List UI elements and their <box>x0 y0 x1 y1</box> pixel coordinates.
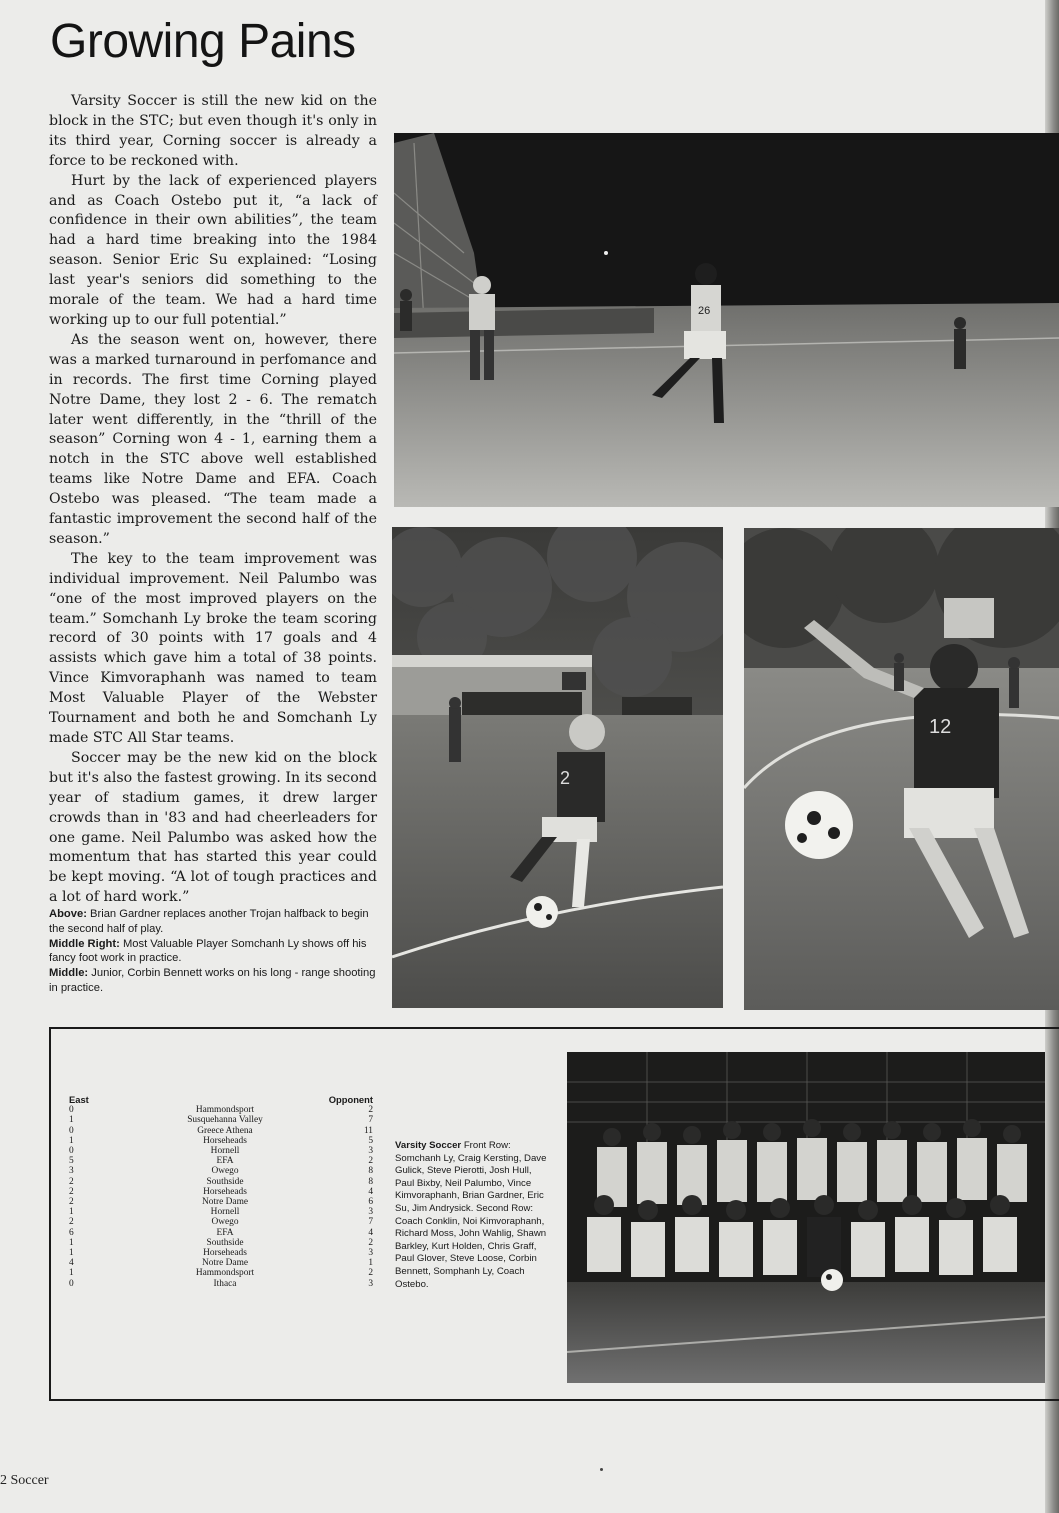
article-paragraph: Soccer may be the new kid on the block but it's also the fastest growing. In its second year of stadium games, it drew larger crowds than in '83 and had cheerleaders for one game. Neil Palumbo was asked how the momentum that has started this year could be kept moving. “A lot of tough practices and a lot of hard work.” <box>49 749 378 906</box>
jersey-number: 26 <box>698 305 711 317</box>
scores-header-row <box>69 1095 379 1105</box>
caption-above: Above: Brian Gardner replaces another Trojan halfback to begin the second half of play. <box>49 908 369 935</box>
team-photo-caption <box>395 1140 551 1291</box>
table-row: 0 Greece Athena 11 <box>69 1125 373 1136</box>
table-row: 0 Hammondsport 2 <box>69 1105 373 1116</box>
team-caption-text: Front Row: Somchanh Ly, Craig Kersting, Dave Gulick, Steve Pierotti, Josh Hull, Paul Bixby, Neil Palumbo, Vince Kimvoraphanh, Brian Gardner, Eric Su, Jim Andrysick. Second Row: Coach Conklin, Noi Kimvoraphanh, Richard Moss, John Wahlig, Shawn Barkley, Kurt Holden, Chris Graff, Paul Glover, Steve Loose, Corbin Bennett, Somphanh Ly, Coach Ostebo. <box>395 1140 547 1290</box>
table-row: 2 Owego 7 <box>69 1217 373 1228</box>
article-body <box>49 92 377 908</box>
header-opponent: Opponent <box>328 1094 373 1105</box>
article-paragraph: Hurt by the lack of experienced players and as Coach Ostebo put it, “a lack of confidence in their own abilities”, the team had a hard time breaking into the 1984 season. Senior Eric Su explained: “Losing last year's seniors did something to the morale of the team. We had a hard time working up to our full potential.” <box>49 172 377 328</box>
table-row: 1 Hornell 3 <box>69 1207 373 1218</box>
jersey-number: 2 <box>560 768 571 788</box>
table-row: 2 Notre Dame 6 <box>69 1197 373 1208</box>
table-row: 1 Horseheads 5 <box>69 1135 373 1146</box>
table-row: 1 Susquehanna Valley 7 <box>69 1115 373 1126</box>
table-row: 1 Southside 2 <box>69 1237 373 1248</box>
table-row: 3 Owego 8 <box>69 1166 373 1177</box>
table-row: 1 Horseheads 3 <box>69 1248 373 1259</box>
caption-middle-right: Middle Right: Most Valuable Player Somchanh Ly shows off his fancy foot work in practice. <box>49 937 367 965</box>
article-paragraph: The key to the team improvement was individual improvement. Neil Palumbo was “one of the most improved players on the team.” Somchanh Ly broke the team scoring record of 30 points with 17 goals and 4 assists which gave him a total of 38 points. Vince Kimvoraphanh was named to team Most Valuable Player of the Webster Tournament and both he and Somchanh Ly made STC All Star teams. <box>49 550 377 746</box>
page-title: Growing Pains <box>50 15 356 68</box>
article-paragraph: Varsity Soccer is still the new kid on the block in the STC; but even though it's only in its third year, Corning soccer is already a force to be reckoned with. <box>49 93 377 169</box>
page-footer: 2 Soccer <box>0 1473 49 1488</box>
table-row: 5 EFA 2 <box>69 1156 373 1167</box>
photo-captions <box>49 907 379 996</box>
team-caption-label: Varsity Soccer <box>395 1140 462 1151</box>
table-row: 4 Notre Dame 1 <box>69 1258 373 1269</box>
jersey-number: 12 <box>929 716 952 738</box>
photo-night-game <box>394 133 1059 507</box>
photo-corbin-bennett <box>392 527 723 1008</box>
header-east: East <box>69 1094 89 1105</box>
table-row: 0 Hornell 3 <box>69 1146 373 1157</box>
photo-varsity-team <box>567 1052 1045 1383</box>
table-row: 2 Horseheads 4 <box>69 1186 373 1197</box>
photo-somchanh-ly <box>744 528 1059 1010</box>
table-row: 1 Hammondsport 2 <box>69 1268 373 1279</box>
table-row: 6 EFA 4 <box>69 1227 373 1238</box>
table-row: 2 Southside 8 <box>69 1176 373 1187</box>
caption-middle: Middle: Junior, Corbin Bennett works on his long - range shooting in practice. <box>49 967 376 994</box>
season-scores-table <box>69 1095 379 1289</box>
print-speck <box>600 1468 603 1471</box>
table-row: 0 Ithaca 3 <box>69 1278 373 1289</box>
article-paragraph: As the season went on, however, there was a marked turnaround in perfomance and in records. The first time Corning played Notre Dame, they lost 2 - 6. The rematch later went differently, in the “thrill of the season” Corning won 4 - 1, earning them a notch in the STC above well established teams like Notre Dame and EFA. Coach Ostebo was pleased. “The team made a fantastic improvement the second half of the season.” <box>49 331 377 547</box>
